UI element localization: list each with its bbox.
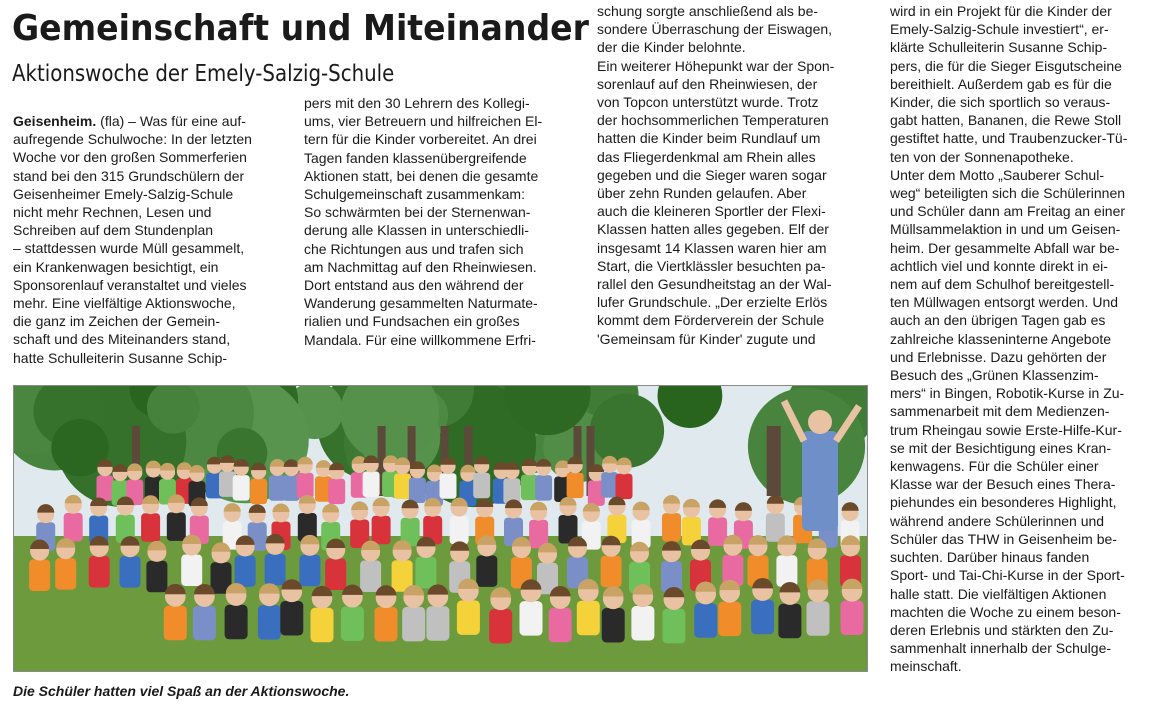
article-text-line: am Nachmittag auf den Rheinwiesen. (304, 258, 537, 275)
photo-child-body (394, 474, 411, 500)
photo-child-body (476, 555, 497, 587)
article-text-line: kommt dem Förderverein der Schule (597, 312, 825, 329)
article-text-line: aufregende Schulwoche: In der letzten (13, 131, 252, 148)
photo-child-body (416, 557, 437, 589)
article-text-line: derung alle Klassen in unterschiedli- (304, 222, 529, 239)
photo-child-body (167, 512, 186, 541)
photo-child-body (141, 513, 160, 542)
article-text-line: Klassen hatten alles gegeben. Elf der (597, 221, 829, 238)
photo-child-body (97, 475, 114, 501)
photo-child-body (363, 472, 380, 498)
photo-child-body (489, 609, 512, 644)
article-text-line: von Topcon unterstützt wurde. Trotz (597, 94, 819, 111)
photo-child-body (193, 606, 216, 641)
article-text-line: deren Erlebnis und stärkten den Zu- (890, 621, 1114, 638)
article-text-line: gegeben und die Sieger waren sogar (597, 166, 827, 183)
photo-child-body (450, 516, 469, 545)
photo-child-body (778, 604, 801, 639)
photo-child-body (297, 473, 314, 499)
photo-child-body (55, 558, 76, 590)
article-text-line: wird in ein Projekt für die Kinder der (890, 3, 1112, 19)
photo-tree-canopy (590, 394, 664, 468)
article-text-line: der hochsommerlichen Temperaturen (597, 112, 829, 129)
photo-child-body (751, 600, 774, 635)
article-text-line: bereithielt. Außerdem gab es für die (890, 75, 1112, 92)
article-text-line: che Richtungen aus und trafen sich (304, 240, 524, 257)
article-text-line: Aktionen statt, bei denen die gesamte (304, 167, 539, 184)
photo-child-body (64, 513, 83, 542)
photo-child-body (616, 474, 633, 500)
photo-child-body (549, 608, 572, 643)
article-text-line: piehundes ein besonderes Highlight, (890, 494, 1117, 511)
article-text-line: Geisenheimer Emely-Salzig-Schule (13, 185, 234, 202)
photo-child-body (299, 555, 320, 587)
photo-child-body (280, 601, 303, 636)
article-text-line: hatten die Kinder beim Rundlauf um (597, 130, 821, 147)
article-text-line: mehr. Eine vielfältige Aktionswoche, (13, 295, 236, 312)
photo-child-body (694, 603, 717, 638)
photo-child-body (807, 601, 830, 636)
article-headline: Gemeinschaft und Miteinander (12, 8, 589, 49)
photo-child-body (250, 479, 267, 505)
article-text-line: ten Müllwagen entsorgt werden. Und (890, 294, 1119, 311)
article-text-line: das Fliegerdenkmal am Rhein alles (597, 148, 816, 165)
article-text-line: auch an den übrigen Tagen gab es (890, 312, 1106, 329)
article-text-line: über zehn Runden gelaufen. Aber (597, 185, 807, 202)
photo-child-body (372, 516, 391, 545)
article-text-line: sorenlauf auf den Rheinwiesen, der (597, 75, 818, 92)
article-text-line: pers mit den 30 Lehrern des Kollegi- (304, 95, 530, 111)
photo-child-body (662, 513, 681, 542)
article-text-line: rallel den Gesundheitstag an der Wal- (597, 276, 832, 293)
article-text-line: ums, vier Betreuern und hilfreichen El- (304, 113, 543, 130)
article-text-line: und Schüler dann am Freitag an einer (890, 203, 1126, 220)
photo-child-body (146, 561, 167, 593)
photo-child-body (577, 601, 600, 636)
photo-child-body (426, 606, 449, 641)
photo-child-body (328, 479, 345, 505)
dateline: Geisenheim. (13, 113, 97, 129)
photo-child-body (718, 602, 741, 637)
photo-child-body (181, 555, 202, 587)
article-text-line: und Erlebnisse. Dazu gehörten der (890, 348, 1107, 365)
photo-child-body (89, 556, 110, 588)
article-text-line: weg“ beteiligten sich die Schülerinnen (890, 185, 1126, 202)
photo-child-body (520, 601, 543, 636)
article-text-line: Schulgemeinschaft zusammenkam: (304, 186, 525, 203)
photo-child-body (341, 606, 364, 641)
photo-child-body (535, 475, 552, 501)
photo-adult-body (802, 431, 838, 531)
article-text-line: rialien und Fundsachen ein großes (304, 313, 520, 330)
photo-child-body (375, 607, 398, 642)
article-text-line: Müllsammelaktion in und um Geisen- (890, 221, 1121, 238)
photo-child-body (311, 608, 334, 643)
article-text-line: achtlich viel und konnte direkt in ei- (890, 257, 1108, 274)
photo-child-body (473, 473, 490, 499)
photo-child-body (440, 473, 457, 499)
photo-child-body (265, 554, 286, 586)
group-photo-image (14, 386, 868, 672)
article-text-line: lufer Grundschule. „Der erzielte Erlös (597, 294, 828, 311)
photo-child-body (120, 556, 141, 588)
article-text-line: insgesamt 14 Klassen waren hier am (597, 239, 827, 256)
first-line (13, 112, 284, 130)
article-text-line: pers, die für die Sieger Eisgutscheine (890, 57, 1122, 74)
photo-child-body (457, 600, 480, 635)
article-text-line: Klasse war der Besuch eines Thera- (890, 476, 1116, 493)
photo-child-body (601, 556, 622, 588)
article-text-line: 'Gemeinsam für Kinder' zugute und (597, 330, 816, 347)
photo-child-body (164, 606, 187, 641)
article-text-line: nicht mehr Rechnen, Lesen und (13, 204, 212, 221)
article-column-1 (13, 112, 284, 374)
article-text-line: Mandala. Für eine willkommene Erfri- (304, 331, 536, 348)
article-text-line: heim. Der gesammelte Abfall war be- (890, 239, 1120, 256)
article-photo (13, 385, 868, 672)
article-text-line: sammenhalt innerhalb der Schulge- (890, 640, 1112, 657)
photo-child-body (235, 555, 256, 587)
article-text-line: Dort entstand aus den während der (304, 277, 524, 294)
article-text-line: sammenarbeit mit dem Medienzen- (890, 403, 1110, 420)
article-text-line: Besuch des „Grünen Klassenzim- (890, 367, 1099, 384)
photo-child-body (567, 473, 584, 499)
photo-child-body (29, 560, 50, 592)
article-text-line: Unter dem Motto „Sauberer Schul- (890, 166, 1104, 183)
photo-child-body (662, 609, 685, 644)
article-text-line: gabt hatten, Bananen, die Rewe Stoll (890, 112, 1122, 129)
article-text-line: So schwärmten bei der Sternenwan- (304, 204, 531, 221)
photo-child-body (325, 559, 346, 591)
photo-child-body (776, 555, 797, 587)
article-text-line: Woche vor den großen Sommerferien (13, 149, 247, 166)
article-text-line: der die Kinder belohnte. (597, 39, 746, 56)
article-text-line: halle statt. Die vielfältigen Aktionen (890, 585, 1107, 602)
article-text-line: Schreiben auf dem Stundenplan (13, 222, 214, 239)
first-line-text: (fla) – Was für eine auf- (100, 113, 246, 129)
article-text-line: trum Rheingau sowie Erste-Hilfe-Kur- (890, 421, 1122, 438)
article-text-line: schaft und des Miteinanders stand, (13, 331, 231, 348)
article-text-line: machten die Woche zu einem beson- (890, 603, 1121, 620)
photo-child-body (360, 561, 381, 593)
article-text-line: meinschaft. (890, 658, 962, 675)
article-text-line: Ein weiterer Höhepunkt war der Spon- (597, 57, 835, 74)
article-text-line: gestiftet hatte, und Traubenzucker-Tü- (890, 130, 1128, 147)
article-column-2 (304, 94, 580, 374)
article-text-line: klärte Schulleiterin Susanne Schip- (890, 39, 1108, 56)
article-text-line: auch die kleineren Sportler der Flexi- (597, 203, 826, 220)
photo-child-body (841, 601, 864, 636)
article-text-line: kenwagens. Für die Schüler einer (890, 458, 1099, 475)
article-text-line: Sport- und Tai-Chi-Kurse in der Sport- (890, 567, 1125, 584)
article-text-line: – stattdessen wurde Müll gesammelt, (13, 240, 245, 257)
article-text-line: Schüler das THW in Geisenheim be- (890, 530, 1117, 547)
photo-child-body (409, 478, 426, 504)
photo-child-body (402, 607, 425, 642)
article-text-line: ein Krankenwagen besichtigt, ein (13, 258, 219, 275)
article-text-line: Emely-Salzig-Schule investiert“, er- (890, 21, 1109, 38)
photo-child-body (631, 606, 654, 641)
article-text-line: zahlreiche klasseninterne Angebote (890, 330, 1112, 347)
photo-child-body (233, 475, 250, 501)
article-text-line: tern für die Kinder vorbereitet. An drei (304, 131, 537, 148)
article-text-line: hatte Schulleiterin Susanne Schip- (13, 349, 228, 366)
photo-child-body (258, 605, 281, 640)
article-text-line: stand bei den 315 Grundschülern der (13, 167, 245, 184)
article-text-line: Kinder, die sich sportlich so veraus- (890, 94, 1111, 111)
article-text-line: schung sorgte anschließend als be- (597, 3, 819, 19)
article-text-line: Wanderung gesammelten Naturmate- (304, 295, 538, 312)
article-text-line: ten von der Sonnenapotheke. (890, 148, 1074, 165)
article-text-line: Sponsorenlauf veranstaltet und vieles (13, 276, 247, 293)
photo-child-body (225, 605, 248, 640)
article-text-line: mers“ in Bingen, Robotik-Kurse in Zu- (890, 385, 1125, 402)
article-text-line: während andere Schülerinnen und (890, 512, 1105, 529)
article-text-line: se mit der Besichtigung eines Kran- (890, 439, 1111, 456)
article-text-line: die ganz im Zeichen der Gemein- (13, 313, 220, 330)
photo-tree-trunk (773, 426, 781, 496)
article-subheadline: Aktionswoche der Emely-Salzig-Schule (12, 61, 395, 87)
photo-child-body (602, 608, 625, 643)
article-text-line: Start, die Viertklässler besuchten pa- (597, 257, 826, 274)
photo-caption: Die Schüler hatten viel Spaß an der Aktionswoche. (13, 683, 350, 699)
article-column-3 (597, 2, 869, 374)
article-text-line: nem auf dem Schulhof bereitgestell- (890, 276, 1115, 293)
article-text-line: Tagen fanden klassenübergreifende (304, 149, 527, 166)
article-text-line: sondere Überraschung der Eiswagen, (597, 21, 833, 38)
article-column-4 (890, 2, 1161, 704)
photo-adult-head (808, 410, 832, 434)
article-text-line: suchten. Darüber hinaus fanden (890, 549, 1090, 566)
